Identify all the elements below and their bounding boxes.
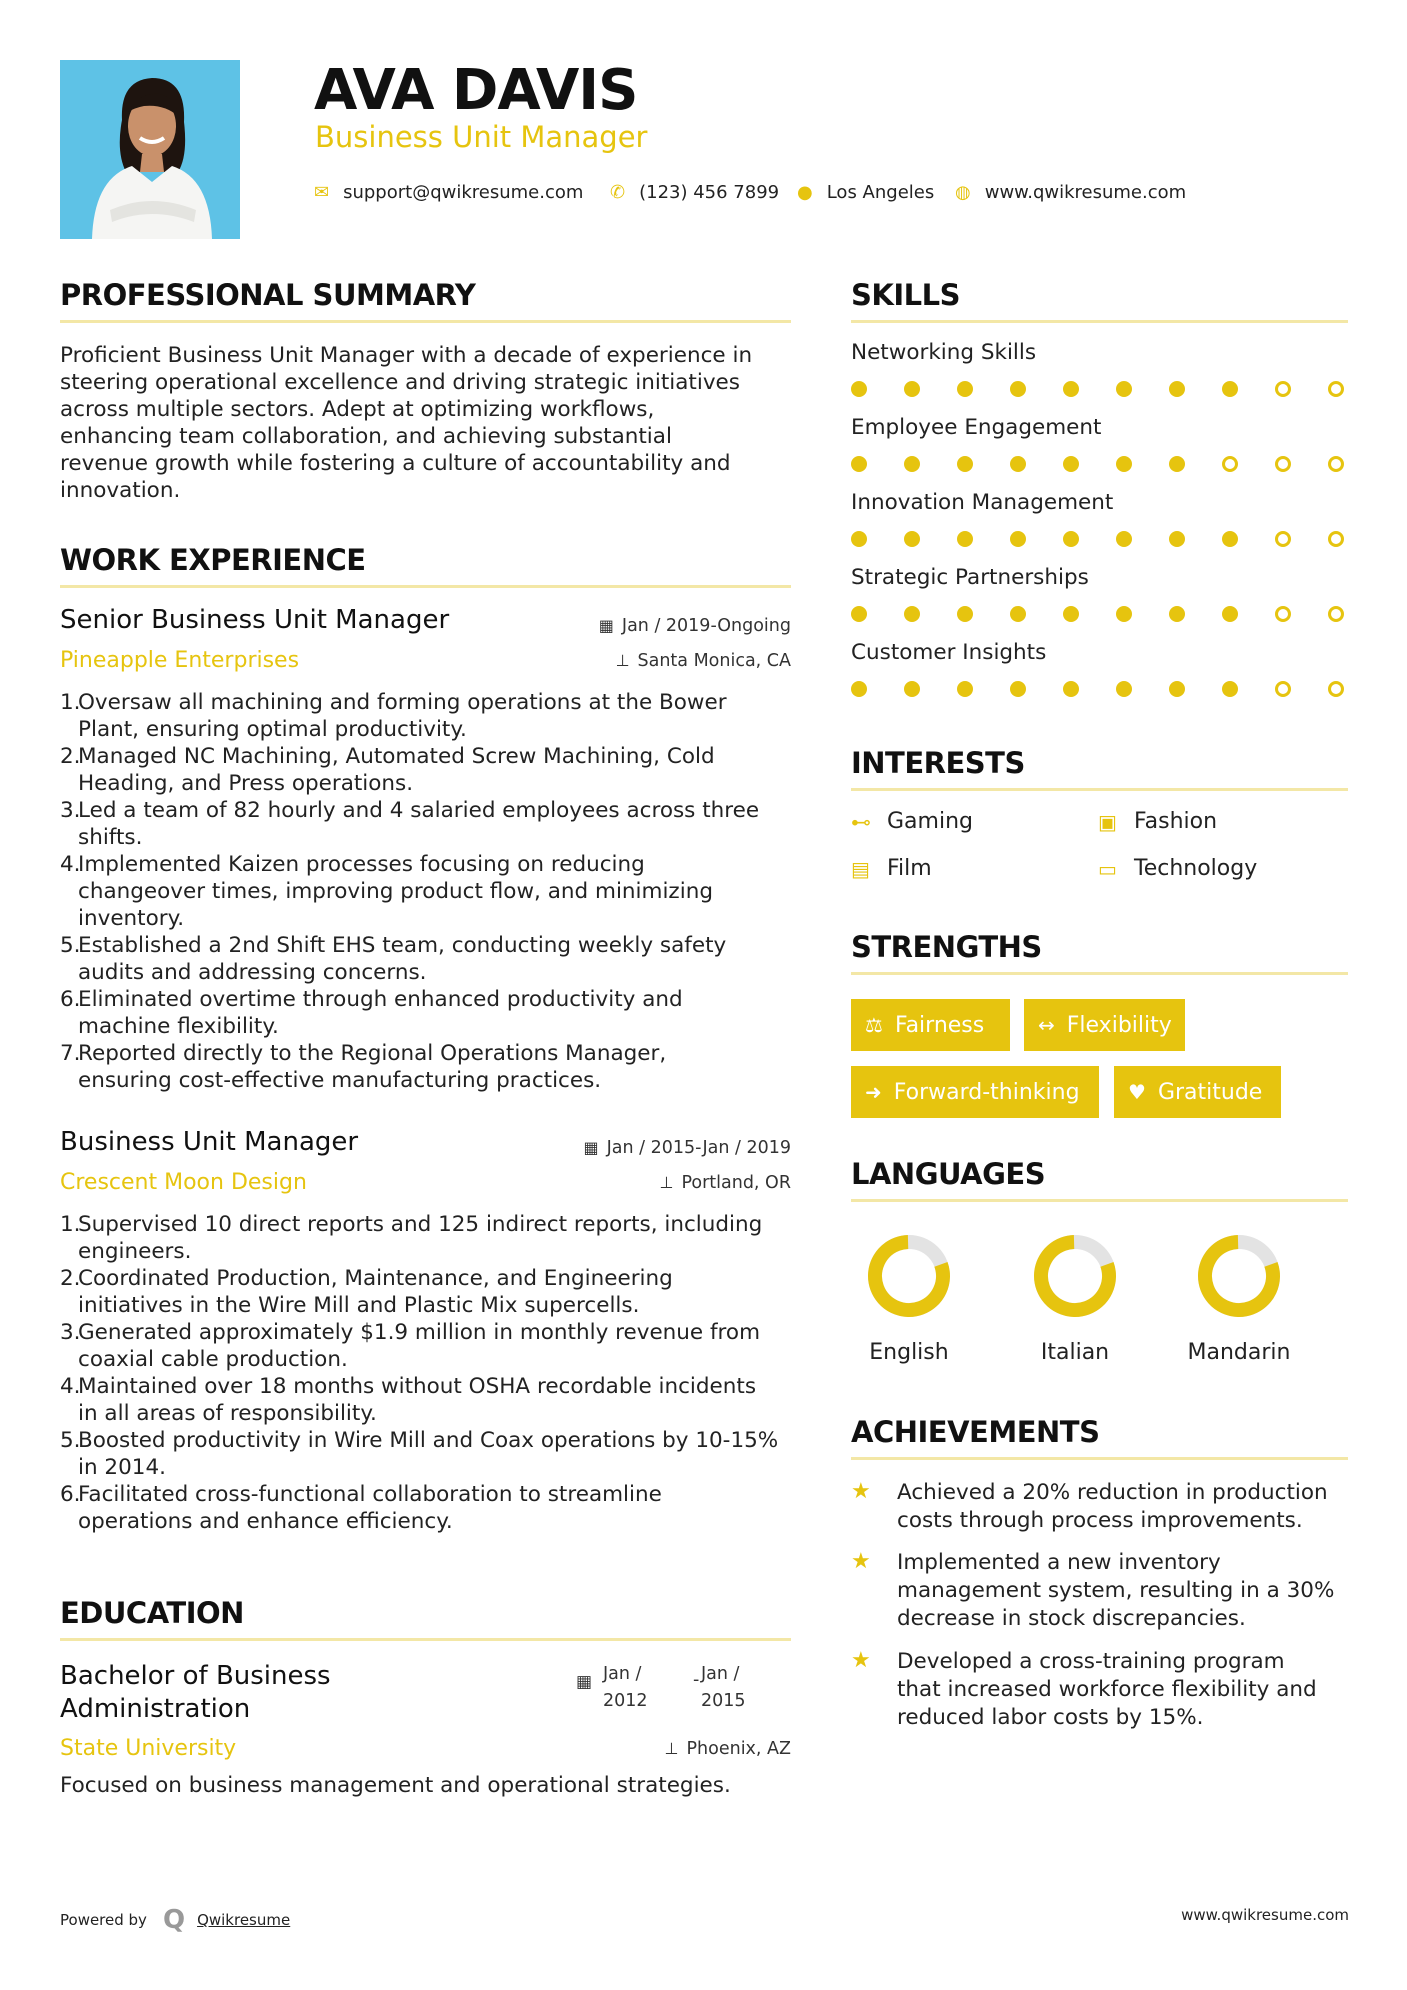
skill-rating-dot — [1222, 456, 1238, 472]
strength-fairness: ⚖ Fairness — [851, 999, 1010, 1051]
achievements-heading: ACHIEVEMENTS — [851, 1415, 1100, 1449]
skill-rating-dot — [1116, 681, 1132, 697]
skill-rating-dot — [1063, 681, 1079, 697]
list-item: 7. Reported directly to the Regional Operations Manager, ensuring cost-effective manufacturing practices. — [60, 1041, 667, 1093]
contact-email[interactable] — [314, 178, 583, 206]
list-item: 1. Supervised 10 direct reports and 125 indirect reports, including engineers. — [60, 1212, 763, 1264]
strength-flexibility: ↔ Flexibility — [1024, 999, 1185, 1051]
language-name: Italian — [1040, 1340, 1110, 1365]
pin-icon: ⊥ — [615, 651, 630, 670]
skill-rating-dot — [1222, 531, 1238, 547]
skills-rule — [851, 320, 1348, 323]
skill-rating-dot — [1275, 456, 1291, 472]
experience-heading: WORK EXPERIENCE — [60, 543, 366, 577]
skill-rating-dot — [904, 531, 920, 547]
shopping-bag-icon: ▣ — [1098, 809, 1117, 834]
skill-rating-dot — [851, 606, 867, 622]
interests-heading: INTERESTS — [851, 746, 1025, 780]
arrow-right-icon: ➜ — [865, 1080, 882, 1104]
skill-rating-dot — [1116, 531, 1132, 547]
job-title: Senior Business Unit Manager — [60, 605, 450, 635]
skill-rating-dot — [957, 681, 973, 697]
skill-rating-dot — [1169, 681, 1185, 697]
calendar-icon: ▦ — [583, 1138, 599, 1157]
skill-rating-dot — [1169, 531, 1185, 547]
strength-gratitude: ♥ Gratitude — [1114, 1066, 1281, 1118]
skill-rating-dot — [1063, 456, 1079, 472]
contact-phone[interactable] — [610, 178, 779, 206]
edu-location: ⊥ Phoenix, AZ — [664, 1739, 791, 1759]
interest-fashion: ▣ Fashion — [1098, 809, 1218, 834]
list-item: 4. Implemented Kaizen processes focusing on reducing changeover times, improving product flow, and minimizing inventory. — [60, 852, 713, 931]
phone-icon: ✆ — [610, 181, 626, 203]
skill-rating-dot — [1169, 381, 1185, 397]
skill-rating-dot — [851, 531, 867, 547]
summary-rule — [60, 320, 791, 323]
skill-rating-dot — [1222, 381, 1238, 397]
email-text: support@qwikresume.com — [343, 181, 584, 203]
skill-rating-dot — [851, 456, 867, 472]
skill-label: Employee Engagement — [851, 415, 1102, 440]
edu-date-dash: - — [693, 1670, 700, 1690]
skill-rating-dot — [1328, 381, 1344, 397]
job-dates: ▦ Jan / 2015-Jan / 2019 — [583, 1138, 791, 1158]
list-item: 3. Led a team of 82 hourly and 4 salaried employees across three shifts. — [60, 798, 760, 850]
contact-website[interactable] — [955, 178, 1186, 206]
profile-photo — [60, 60, 240, 239]
skills-heading: SKILLS — [851, 278, 960, 312]
list-item: 5. Boosted productivity in Wire Mill and Coax operations by 10-15% in 2014. — [60, 1428, 779, 1480]
heart-icon: ♥ — [1128, 1080, 1146, 1104]
phone-text: (123) 456 7899 — [639, 181, 780, 203]
skill-rating-dot — [904, 681, 920, 697]
interest-technology: ▭ Technology — [1098, 856, 1258, 881]
skill-rating-dot — [904, 606, 920, 622]
skill-rating-dot — [1222, 606, 1238, 622]
skill-rating-dot — [1010, 381, 1026, 397]
job-dates: ▦ Jan / 2019-Ongoing — [598, 616, 791, 636]
skill-rating-dot — [1169, 456, 1185, 472]
achievement-item: ★ Achieved a 20% reduction in production costs through process improvements. — [851, 1479, 1328, 1533]
skill-rating-dot — [1275, 381, 1291, 397]
skill-rating-dot — [1116, 456, 1132, 472]
skill-rating-dot — [1010, 606, 1026, 622]
achievement-item: ★ Implemented a new inventory management system, resulting in a 30% decrease in stock discrepancies. — [851, 1549, 1335, 1631]
skill-rating-dot — [1328, 531, 1344, 547]
list-item: 6. Eliminated overtime through enhanced productivity and machine flexibility. — [60, 987, 683, 1039]
list-item: 6. Facilitated cross-functional collaboration to streamline operations and enhance efficiency. — [60, 1482, 662, 1534]
interest-gaming: ⊷ Gaming — [851, 809, 973, 834]
skill-label: Networking Skills — [851, 340, 1037, 365]
skill-rating-dot — [904, 456, 920, 472]
degree-title: Bachelor of Business Administration — [60, 1661, 331, 1724]
job-location: ⊥ Portland, OR — [659, 1173, 791, 1193]
laptop-icon: ▭ — [1098, 856, 1117, 881]
list-item: 4. Maintained over 18 months without OSHA recordable incidents in all areas of responsibility. — [60, 1374, 757, 1426]
experience-rule — [60, 585, 791, 588]
location-text: Los Angeles — [826, 181, 935, 203]
skill-label: Strategic Partnerships — [851, 565, 1089, 590]
strengths-rule — [851, 972, 1348, 975]
job-location: ⊥ Santa Monica, CA — [615, 651, 791, 671]
star-icon: ★ — [851, 1479, 871, 1504]
skill-rating-dot — [904, 381, 920, 397]
skill-label: Customer Insights — [851, 640, 1047, 665]
languages-list — [851, 1230, 1351, 1370]
website-text: www.qwikresume.com — [984, 181, 1187, 203]
skill-rating-dot — [1275, 681, 1291, 697]
skill-rating-dot — [1063, 381, 1079, 397]
skill-rating-dot — [1222, 681, 1238, 697]
brand-link[interactable]: Qwikresume — [197, 1911, 291, 1929]
achievement-item: ★ Developed a cross-training program that increased workforce flexibility and reduced labor costs by 15%. — [851, 1648, 1317, 1730]
language-gauge — [1197, 1234, 1281, 1318]
education-heading: EDUCATION — [60, 1596, 244, 1630]
calendar-icon: ▦ — [598, 616, 614, 635]
skill-rating-dot — [957, 456, 973, 472]
language-gauge — [1033, 1234, 1117, 1318]
education-rule — [60, 1638, 791, 1641]
contact-location — [797, 178, 934, 206]
skill-rating-dot — [1063, 606, 1079, 622]
list-item: 5. Established a 2nd Shift EHS team, conducting weekly safety audits and addressing concerns. — [60, 933, 727, 985]
candidate-title: Business Unit Manager — [315, 120, 648, 154]
summary-heading: PROFESSIONAL SUMMARY — [60, 278, 476, 312]
list-item: 2. Managed NC Machining, Automated Screw Machining, Cold Heading, and Press operations. — [60, 744, 715, 796]
skill-rating-dot — [1328, 681, 1344, 697]
achievements-rule — [851, 1457, 1348, 1460]
edu-start-date: Jan / 2012 — [603, 1664, 648, 1711]
skill-rating-dot — [1275, 531, 1291, 547]
strength-forward-thinking: ➜ Forward-thinking — [851, 1066, 1099, 1118]
job-duties-list — [60, 689, 800, 1094]
candidate-name: AVA DAVIS — [314, 58, 638, 123]
strengths-heading: STRENGTHS — [851, 930, 1042, 964]
film-icon: ▤ — [851, 856, 870, 881]
star-icon: ★ — [851, 1549, 871, 1574]
edu-description: Focused on business management and operational strategies. — [60, 1773, 731, 1798]
skill-rating-dot — [1169, 606, 1185, 622]
balance-scale-icon: ⚖ — [865, 1013, 883, 1037]
map-marker-icon: ● — [797, 181, 813, 203]
skill-rating-dot — [1328, 456, 1344, 472]
skill-rating-dot — [957, 606, 973, 622]
list-item: 3. Generated approximately $1.9 million in monthly revenue from coaxial cable production. — [60, 1320, 761, 1372]
languages-heading: LANGUAGES — [851, 1157, 1046, 1191]
job-title: Business Unit Manager — [60, 1127, 359, 1157]
footer-powered-by — [60, 1905, 290, 1935]
skill-rating-dot — [1063, 531, 1079, 547]
languages-rule — [851, 1199, 1348, 1202]
language-name: Mandarin — [1187, 1340, 1291, 1365]
globe-icon: ◍ — [955, 181, 971, 203]
list-item: 1. Oversaw all machining and forming operations at the Bower Plant, ensuring optimal productivity. — [60, 690, 727, 742]
star-icon: ★ — [851, 1648, 871, 1673]
skills-list — [851, 340, 1351, 710]
skill-rating-dot — [1116, 606, 1132, 622]
skill-rating-dot — [1275, 606, 1291, 622]
skill-rating-dot — [957, 531, 973, 547]
skill-rating-dot — [1116, 381, 1132, 397]
skill-rating-dot — [1010, 456, 1026, 472]
footer-website[interactable]: www.qwikresume.com — [1181, 1906, 1349, 1924]
skill-rating-dot — [851, 381, 867, 397]
pin-icon: ⊥ — [659, 1173, 674, 1192]
qwikresume-logo-icon: Q — [162, 1905, 186, 1935]
powered-by-text: Powered by — [60, 1911, 147, 1929]
gamepad-icon: ⊷ — [851, 809, 871, 834]
pin-icon: ⊥ — [664, 1739, 679, 1758]
envelope-icon: ✉ — [314, 181, 330, 203]
job-company: Pineapple Enterprises — [60, 648, 300, 673]
job-duties-list — [60, 1211, 800, 1535]
job-company: Crescent Moon Design — [60, 1170, 307, 1195]
arrows-horizontal-icon: ↔ — [1038, 1013, 1055, 1037]
skill-rating-dot — [851, 681, 867, 697]
list-item: 2. Coordinated Production, Maintenance, and Engineering initiatives in the Wire Mill and Plastic Mix supercells. — [60, 1266, 673, 1318]
edu-end-date: Jan / 2015 — [701, 1664, 746, 1711]
skill-label: Innovation Management — [851, 490, 1114, 515]
interest-film: ▤ Film — [851, 856, 932, 881]
interests-rule — [851, 788, 1348, 791]
skill-rating-dot — [957, 381, 973, 397]
skill-rating-dot — [1010, 681, 1026, 697]
school-name: State University — [60, 1736, 237, 1761]
calendar-icon: ▦ — [576, 1672, 593, 1692]
language-gauge — [867, 1234, 951, 1318]
language-name: English — [869, 1340, 949, 1365]
skill-rating-dot — [1328, 606, 1344, 622]
summary-text: Proficient Business Unit Manager with a decade of experience in steering operational excellence and driving strategic initiatives across multiple sectors. Adept at optimizing workflows, enhancing team collaboration, and achieving substantial revenue growth while fostering a culture of accountability and innovation. — [60, 343, 753, 503]
skill-rating-dot — [1010, 531, 1026, 547]
